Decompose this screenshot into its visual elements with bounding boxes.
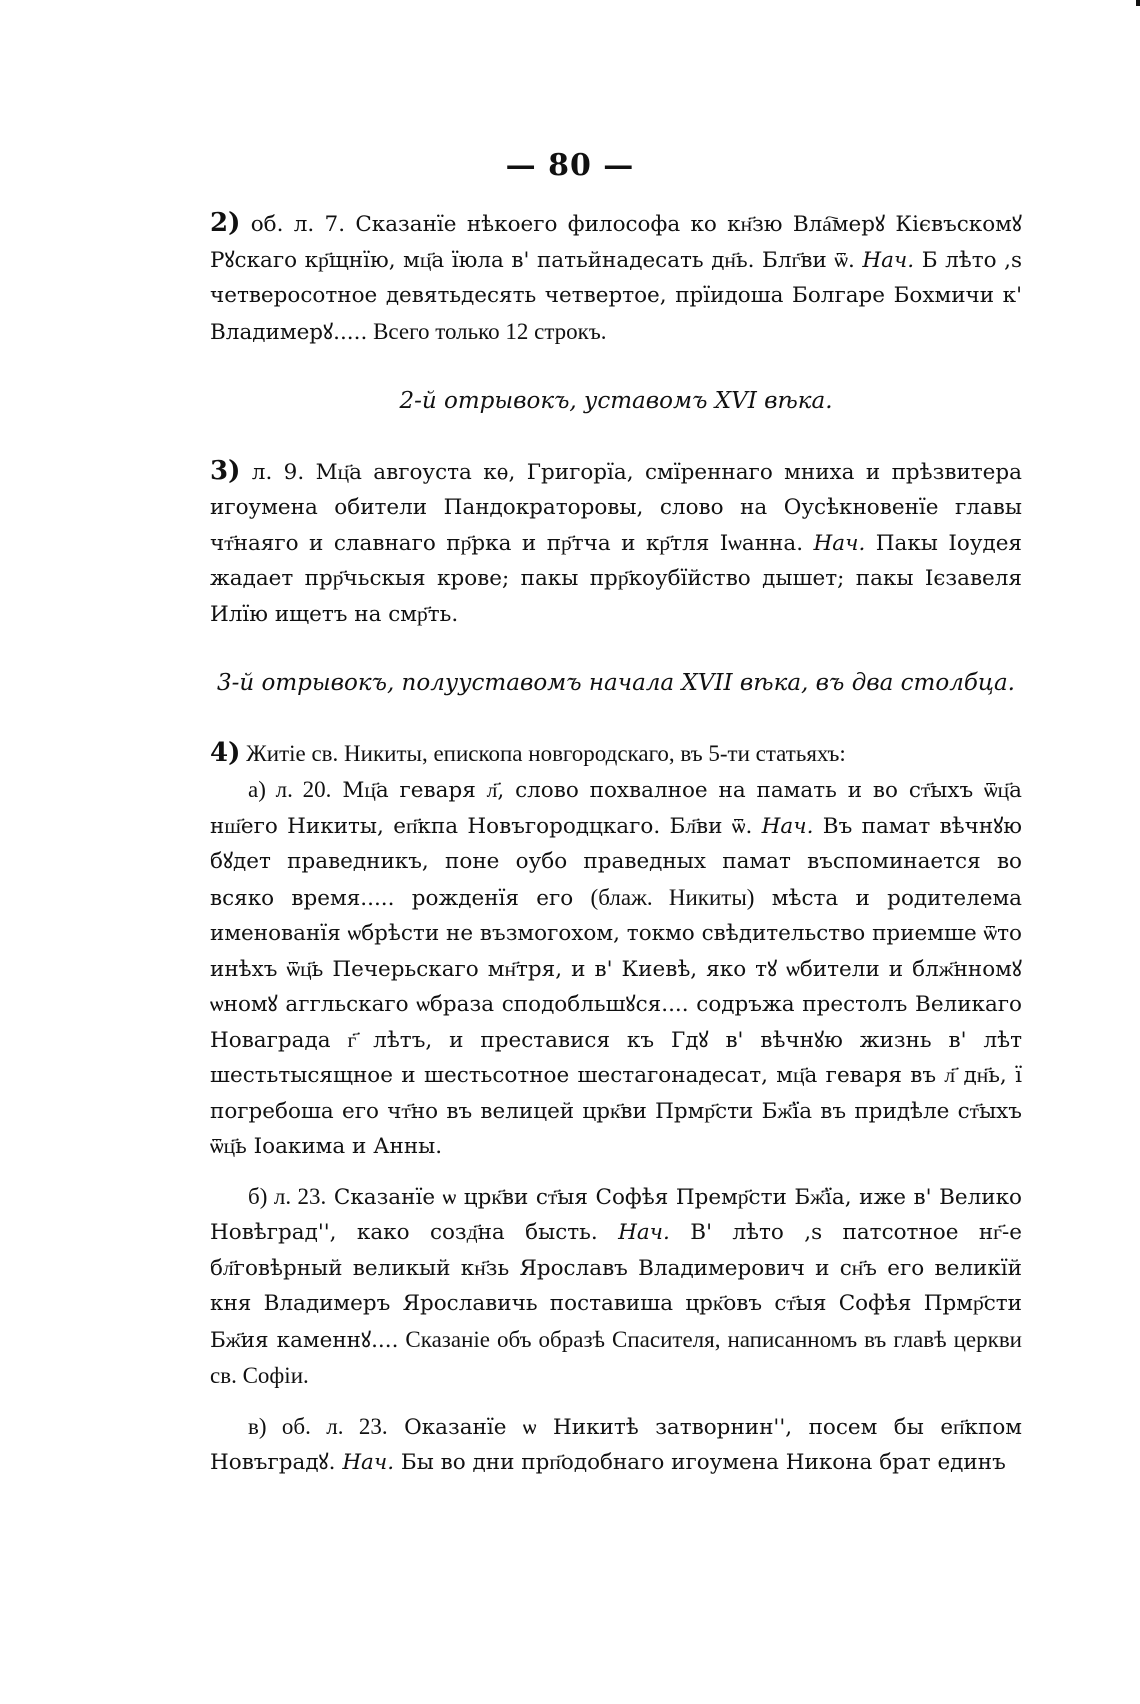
nach-label: Нач. (618, 1220, 670, 1245)
article-note: (блаж. Никиты) (590, 884, 755, 910)
entry-note: Всего только 12 строкъ. (367, 318, 607, 344)
article-note: Сказаніе объ образѣ Спасителя, написанномъ въ главѣ церкви св. Софіи. (210, 1326, 1022, 1388)
article-label: в) об. л. 23. (248, 1413, 388, 1439)
article-text: Оказанїе ѡ Никитѣ затворнин'', посем бы еп҃кпом Новъградꙋ. (210, 1414, 1022, 1475)
entry-2 (210, 206, 1022, 350)
nach-label: Нач. (342, 1450, 395, 1475)
nach-label: Нач. (761, 813, 814, 839)
incipit-text: В' лѣто ,ѕ патсотное нг҃-е бл҃говѣрный великый кн҃зь Ярославъ Владимерович и сн҃ъ его великїй кня Владимеръ Ярославичь поставиша црк҃овъ ст҃ыя Софѣя Прмр҃сти Бж҃ия каменнꙋ.... (210, 1220, 1022, 1353)
fragment-heading-2: 2-й отрывокъ, уставомъ XVI вѣка. (399, 388, 833, 414)
article-label: а) л. 20. (248, 777, 332, 802)
entry-4 (210, 736, 1022, 773)
entry-number: 4) (210, 737, 241, 768)
article-text-3: мѣста и родителема именованїя ѡбрѣсти не възмогохом, токмо свѣдительство приемше ѿто инѣхъ ѿц҃ь Печерьскаго мн҃тря, и в' Киевѣ, яко тꙋ ѡбители и блж҃нномꙋ ѡномꙋ аггльскаго ѡбраза сподобльшꙋся.... содръжа престолъ Великаго Новаграда г҃ лѣтъ, и преставися къ Гдꙋ в' вѣчнꙋю жизнь в' лѣт шестьтысящное и шестьсотное шестагонадесат, мц҃а геваря въ л҃ дн҃ь, ї погребоша его чт҃но въ велицей црк҃ви Прмр҃сти Бж҃їа въ придѣле ст҃ыхъ ѿц҃ь Іоакима и Анны. (210, 885, 1022, 1159)
incipit-text: Пакы Іоудея жадает прр҃чьскыя крове; пакы прр҃коубїйство дышет; пакы Ієзавеля Илїю ищетъ на смр҃ть. (210, 530, 1022, 627)
nach-label: Нач. (813, 530, 866, 556)
article-label: б) л. 23. (248, 1183, 327, 1209)
incipit-text: Б лѣто ,ѕ четверосотное девятьдесять четвертое, прїидоша Болгаре Бохмичи к' Владимерꙋ..... (210, 247, 1022, 345)
entry-3 (210, 454, 1022, 633)
incipit-text: Въ памат вѣчнꙋю бꙋдет праведникъ, поне оубо праведных памат въспоминается во всяко время..... (210, 813, 1022, 911)
article-text: Сказанїе ѡ црк҃ви ст҃ыя Софѣя Премр҃сти Бж҃їа, иже в' Велико Новѣград'', како созд҃на бысть. (210, 1184, 1022, 1245)
article-a (210, 772, 1022, 1165)
entry-number: 2) (210, 208, 241, 238)
entry-number: 3) (210, 455, 241, 486)
fragment-heading-3: 3-й отрывокъ, полууставомъ начала XVII вѣка, въ два столбца. (217, 670, 1015, 696)
article-c (210, 1409, 1022, 1481)
entry-text: об. л. 7. Сказанїе нѣкоего философа ко кн҃зю Вла҇мерꙋ Кієвъскомꙋ Рꙋскаго кр҃щнїю, мц҃а їюла в' патьйнадесать дн҃ь. Блг҃ви ѿ. (210, 212, 1022, 273)
nach-label: Нач. (862, 247, 915, 273)
entry-text: л. 9. Мц҃а авгоуста кѳ, Григорїа, смїреннаго мниха и прѣзвитера игоумена обители Пандократоровы, слово на Оусѣкновенїе главы чт҃наяго и славнаго пр҃рка и пр҃тча и кр҃тля Іѡанна. (210, 459, 1022, 556)
scan-edge-mark (1136, 0, 1140, 6)
incipit-text: Бы во дни прп҃одобнаго игоумена Никона брат единъ (394, 1450, 1006, 1475)
page-body (210, 206, 1022, 1481)
article-text: Мц҃а геваря л҃, слово похвалное на памать и во ст҃ыхъ ѿц҃а нш҃его Никиты, еп҃кпа Новъгородцкаго. Бл҃ви ѿ. (210, 778, 1022, 839)
entry-heading: Житіе св. Никиты, епископа новгородскаго, въ 5-ти статьяхъ: (240, 740, 846, 766)
page-number: — 80 — (505, 148, 635, 183)
article-text-2: рожденїя его (394, 885, 591, 911)
article-b (210, 1179, 1022, 1395)
